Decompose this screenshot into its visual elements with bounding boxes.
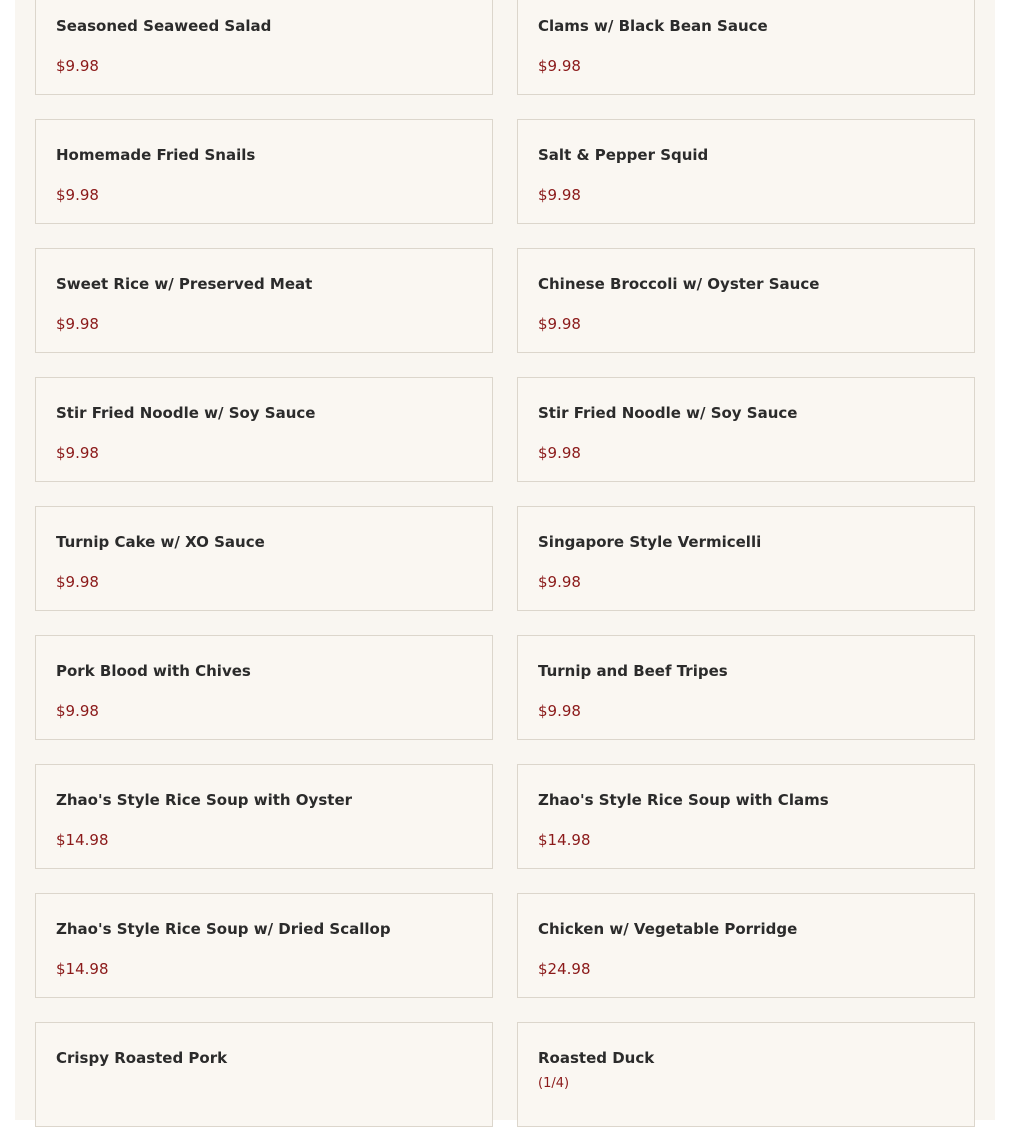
menu-item-name: Zhao's Style Rice Soup w/ Dried Scallop [56, 920, 391, 938]
menu-item-card[interactable] [35, 0, 493, 95]
menu-item-card[interactable] [517, 893, 975, 998]
menu-item-price: $24.98 [538, 960, 591, 978]
menu-item-card[interactable] [517, 764, 975, 869]
menu-item-card[interactable] [517, 377, 975, 482]
menu-item-card[interactable] [517, 1022, 975, 1127]
menu-item-price: $9.98 [56, 186, 99, 204]
menu-item-card[interactable] [35, 377, 493, 482]
menu-item-name: Zhao's Style Rice Soup with Clams [538, 791, 829, 809]
menu-item-name: Clams w/ Black Bean Sauce [538, 17, 768, 35]
menu-item-name: Salt & Pepper Squid [538, 146, 709, 164]
menu-item-card[interactable] [517, 0, 975, 95]
menu-item-card[interactable] [35, 119, 493, 224]
menu-item-name: Homemade Fried Snails [56, 146, 256, 164]
menu-item-name: Pork Blood with Chives [56, 662, 251, 680]
menu-item-portion: (1/4) [538, 1076, 570, 1091]
menu-item-name: Stir Fried Noodle w/ Soy Sauce [538, 404, 798, 422]
menu-item-price: $9.98 [56, 315, 99, 333]
menu-item-card[interactable] [517, 248, 975, 353]
menu-item-name: Crispy Roasted Pork [56, 1049, 228, 1067]
menu-item-card[interactable] [517, 119, 975, 224]
menu-item-name: Singapore Style Vermicelli [538, 533, 762, 551]
menu-grid [35, 0, 975, 1127]
menu-item-card[interactable] [35, 506, 493, 611]
menu-item-price: $14.98 [538, 831, 591, 849]
menu-item-card[interactable] [35, 1022, 493, 1127]
menu-item-card[interactable] [35, 764, 493, 869]
menu-item-name: Roasted Duck [538, 1049, 655, 1067]
menu-item-name: Chicken w/ Vegetable Porridge [538, 920, 798, 938]
menu-item-name: Turnip and Beef Tripes [538, 662, 728, 680]
menu-item-price: $9.98 [538, 444, 581, 462]
menu-item-card[interactable] [35, 635, 493, 740]
menu-item-name: Stir Fried Noodle w/ Soy Sauce [56, 404, 316, 422]
menu-item-name: Sweet Rice w/ Preserved Meat [56, 275, 313, 293]
menu-panel [15, 0, 995, 1120]
menu-item-price: $9.98 [538, 573, 581, 591]
menu-item-name: Seasoned Seaweed Salad [56, 17, 272, 35]
menu-item-price: $9.98 [56, 702, 99, 720]
menu-item-card[interactable] [35, 248, 493, 353]
menu-item-name: Chinese Broccoli w/ Oyster Sauce [538, 275, 820, 293]
menu-item-price: $14.98 [56, 960, 109, 978]
menu-item-name: Turnip Cake w/ XO Sauce [56, 533, 265, 551]
menu-item-price: $9.98 [538, 315, 581, 333]
menu-item-price: $9.98 [56, 444, 99, 462]
menu-item-price: $9.98 [538, 186, 581, 204]
menu-item-price: $9.98 [56, 573, 99, 591]
menu-item-card[interactable] [517, 506, 975, 611]
menu-item-card[interactable] [517, 635, 975, 740]
menu-item-price: $9.98 [56, 57, 99, 75]
menu-item-price: $9.98 [538, 702, 581, 720]
menu-item-price: $14.98 [56, 831, 109, 849]
menu-item-card[interactable] [35, 893, 493, 998]
menu-item-price: $9.98 [538, 57, 581, 75]
menu-item-name: Zhao's Style Rice Soup with Oyster [56, 791, 353, 809]
